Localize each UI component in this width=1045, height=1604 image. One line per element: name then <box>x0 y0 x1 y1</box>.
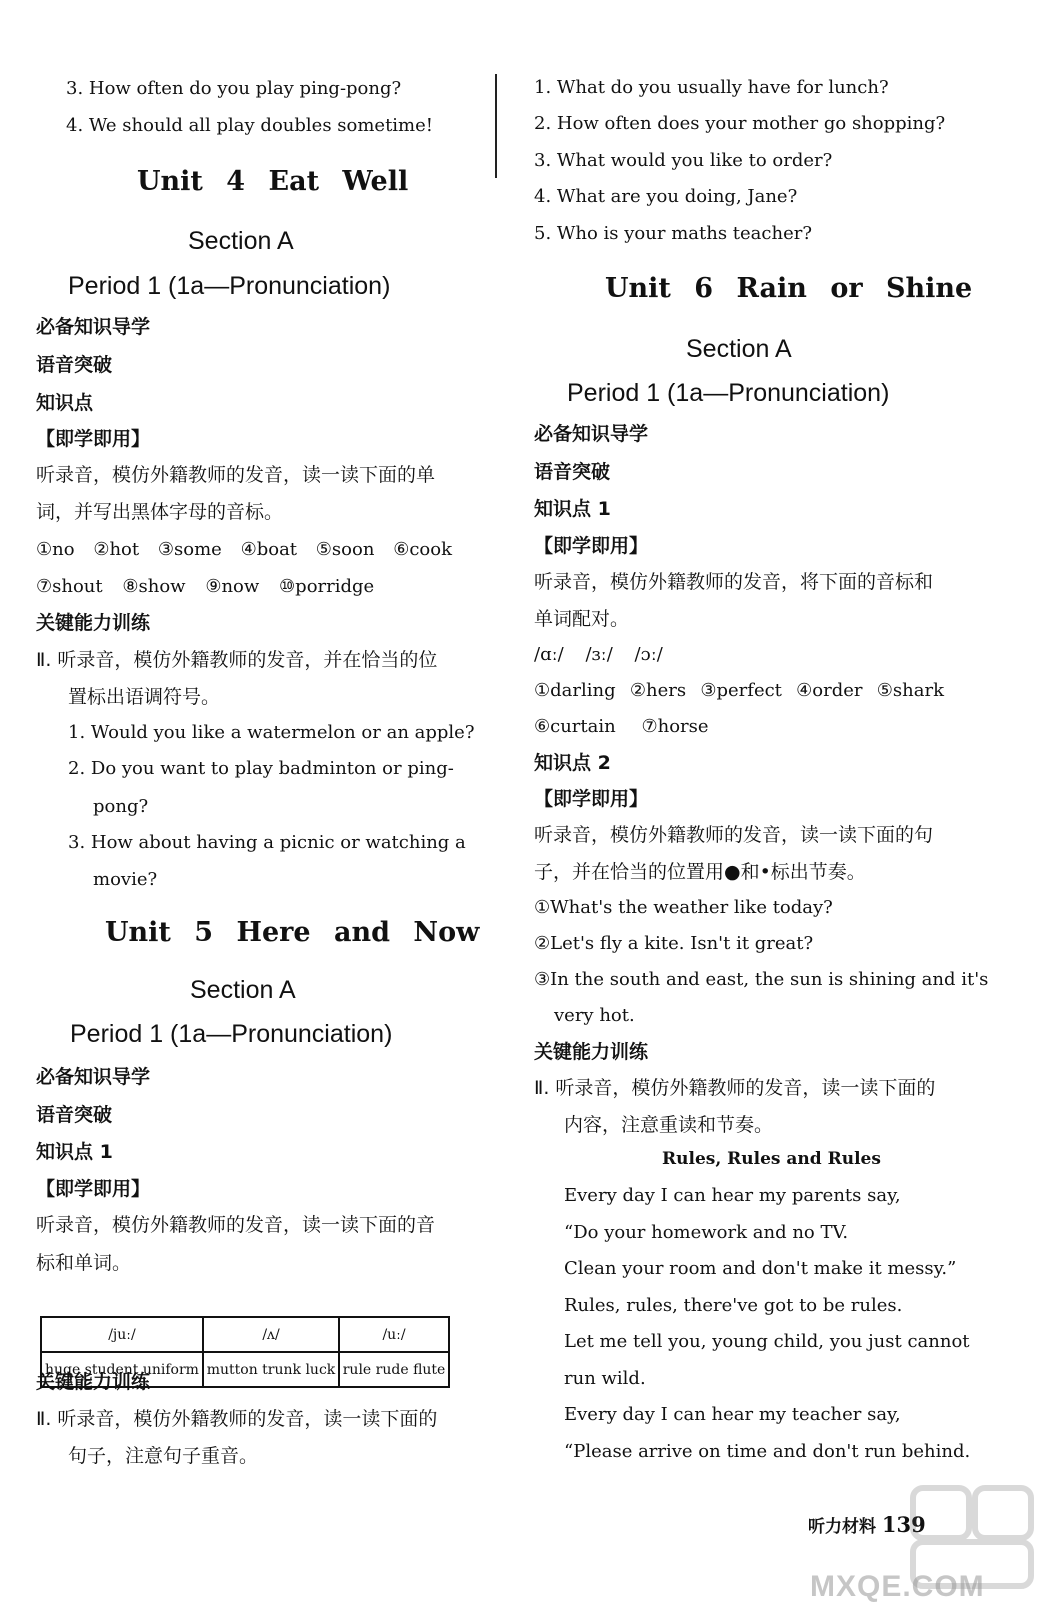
instruction: 词，并写出黑体字母的音标。 <box>36 501 284 523</box>
table-cell: rule rude flute <box>339 1352 449 1387</box>
question: 3. How about having a picnic or watching a <box>68 832 466 853</box>
text-line: 4. We should all play doubles sometime! <box>66 115 434 136</box>
text-line: 5. Who is your maths teacher? <box>534 223 812 244</box>
word-list <box>534 682 944 700</box>
unit-title: Unit 4 Eat Well <box>137 166 409 197</box>
text-line: 4. What are you doing, Jane? <box>534 186 798 207</box>
poem-line: Every day I can hear my teacher say, <box>564 1404 901 1425</box>
word-item: ④boat <box>240 539 298 560</box>
word-item: ①darling <box>534 680 616 701</box>
section-heading: Section A <box>190 976 296 1004</box>
sentence: ①What's the weather like today? <box>534 897 833 918</box>
poem-line: “Do your homework and no TV. <box>564 1222 849 1243</box>
period-heading: Period 1 (1a—Pronunciation) <box>68 272 391 300</box>
phonetic-item: /ɔː/ <box>634 644 663 665</box>
subheading: 语音突破 <box>36 354 113 376</box>
exercise-instruction: 内容，注意重读和节奏。 <box>564 1114 774 1136</box>
subheading: 【即学即用】 <box>36 1178 151 1200</box>
word-item: ⑩porridge <box>279 576 375 597</box>
subheading: 知识点 1 <box>36 1141 113 1163</box>
unit-title: Unit 6 Rain or Shine <box>605 273 973 304</box>
word-item: ⑧show <box>122 576 186 597</box>
poem-line: Rules, rules, there've got to be rules. <box>564 1295 903 1316</box>
watermark-text: MXQE.COM <box>810 1570 985 1603</box>
instruction: 子，并在恰当的位置用●和•标出节奏。 <box>534 861 866 883</box>
table-cell: mutton trunk luck <box>203 1352 339 1387</box>
exercise-instruction: Ⅱ. 听录音，模仿外籍教师的发音，读一读下面的 <box>36 1408 438 1430</box>
poem-line: Every day I can hear my parents say, <box>564 1185 901 1206</box>
question: movie? <box>93 869 158 890</box>
word-item: ⑦shout <box>36 576 103 597</box>
table-header: /uː/ <box>339 1317 449 1352</box>
subheading: 必备知识导学 <box>36 316 151 338</box>
word-item: ①no <box>36 539 75 560</box>
question: 2. Do you want to play badminton or ping- <box>68 758 454 779</box>
subheading: 【即学即用】 <box>534 535 649 557</box>
table-header: /juː/ <box>41 1317 203 1352</box>
table-cell: huge student uniform <box>41 1352 203 1387</box>
page-number: 139 <box>881 1512 926 1537</box>
instruction: 听录音，模仿外籍教师的发音，读一读下面的单 <box>36 464 436 486</box>
footer-label: 听力材料 <box>808 1517 876 1537</box>
subheading: 知识点 <box>36 392 94 414</box>
poem-line: “Please arrive on time and don't run behind. <box>564 1441 971 1462</box>
phonetic-item: /ɑː/ <box>534 644 564 665</box>
word-list <box>36 541 452 559</box>
subheading: 关键能力训练 <box>534 1041 649 1063</box>
instruction: 标和单词。 <box>36 1252 132 1274</box>
poem-title: Rules, Rules and Rules <box>662 1149 881 1169</box>
period-heading: Period 1 (1a—Pronunciation) <box>70 1020 393 1048</box>
phonetic-list <box>534 646 663 664</box>
question: 1. Would you like a watermelon or an apple? <box>68 722 475 743</box>
instruction: 听录音，模仿外籍教师的发音，读一读下面的句 <box>534 824 934 846</box>
sentence: very hot. <box>554 1005 635 1026</box>
subheading: 语音突破 <box>534 461 611 483</box>
text-line: 2. How often does your mother go shopping? <box>534 113 946 134</box>
subheading: 关键能力训练 <box>36 1371 151 1393</box>
subheading: 知识点 1 <box>534 498 611 520</box>
sentence: ③In the south and east, the sun is shining and it's <box>534 969 989 990</box>
subheading: 知识点 2 <box>534 752 611 774</box>
word-item: ④order <box>796 680 863 701</box>
word-list <box>36 578 374 596</box>
subheading: 【即学即用】 <box>534 788 649 810</box>
text-line: 1. What do you usually have for lunch? <box>534 77 889 98</box>
instruction: 听录音，模仿外籍教师的发音，将下面的音标和 <box>534 571 934 593</box>
word-item: ③perfect <box>700 680 782 701</box>
subheading: 必备知识导学 <box>534 423 649 445</box>
exercise-instruction: Ⅱ. 听录音，模仿外籍教师的发音，并在恰当的位 <box>36 649 438 671</box>
instruction: 听录音，模仿外籍教师的发音，读一读下面的音 <box>36 1214 436 1236</box>
subheading: 【即学即用】 <box>36 428 151 450</box>
section-heading: Section A <box>188 227 294 255</box>
table-row <box>41 1317 449 1352</box>
poem-line: run wild. <box>564 1368 646 1389</box>
section-heading: Section A <box>686 335 792 363</box>
exercise-instruction: Ⅱ. 听录音，模仿外籍教师的发音，读一读下面的 <box>534 1077 936 1099</box>
word-item: ⑥cook <box>393 539 452 560</box>
word-item: ⑤shark <box>876 680 944 701</box>
text-line: 3. How often do you play ping-pong? <box>66 78 402 99</box>
word-item: ②hot <box>93 539 140 560</box>
word-item: ⑨now <box>205 576 260 597</box>
unit-title: Unit 5 Here and Now <box>105 917 480 948</box>
subheading: 语音突破 <box>36 1104 113 1126</box>
word-item: ②hers <box>629 680 687 701</box>
phonetic-item: /ɜː/ <box>585 644 613 665</box>
instruction: 单词配对。 <box>534 608 630 630</box>
table-header: /ʌ/ <box>203 1317 339 1352</box>
subheading: 必备知识导学 <box>36 1066 151 1088</box>
sentence: ②Let's fly a kite. Isn't it great? <box>534 933 814 954</box>
text-line: 3. What would you like to order? <box>534 150 833 171</box>
word-item: ⑥curtain <box>534 716 616 737</box>
word-item: ③some <box>157 539 222 560</box>
poem-line: Let me tell you, young child, you just cannot <box>564 1331 970 1352</box>
exercise-instruction: 置标出语调符号。 <box>68 686 221 708</box>
subheading: 关键能力训练 <box>36 612 151 634</box>
column-divider <box>495 74 497 178</box>
question: pong? <box>93 796 149 817</box>
period-heading: Period 1 (1a—Pronunciation) <box>567 379 890 407</box>
poem-line: Clean your room and don't make it messy.” <box>564 1258 957 1279</box>
word-item: ⑤soon <box>315 539 375 560</box>
word-list <box>534 718 709 736</box>
exercise-instruction: 句子，注意句子重音。 <box>68 1445 259 1467</box>
word-item: ⑦horse <box>641 716 709 737</box>
